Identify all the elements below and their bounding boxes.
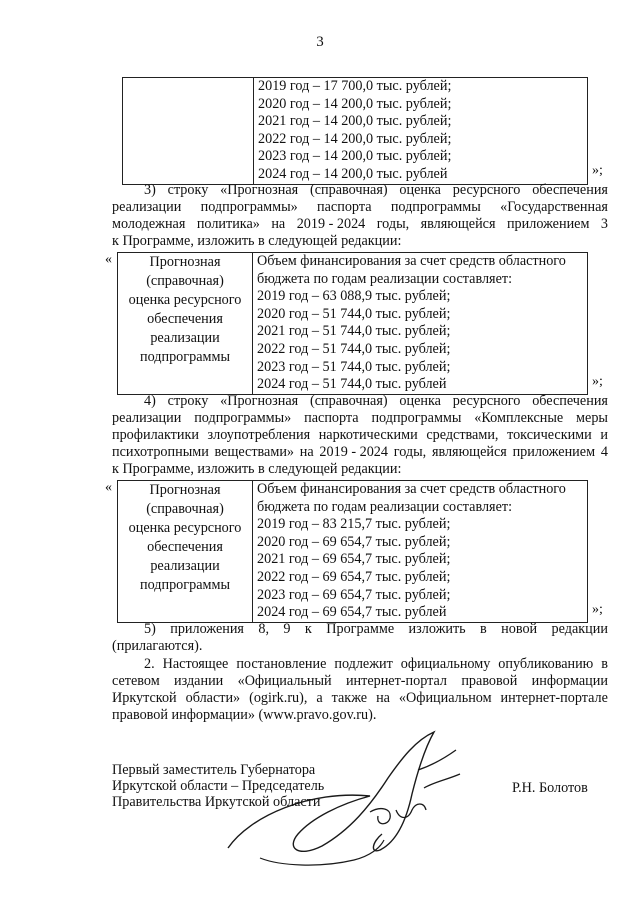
financing-table-continued (122, 77, 588, 185)
table-row: бюджета по годам реализации составляет: (257, 498, 513, 515)
paragraph-4-line: к Программе, изложить в следующей редакции: (112, 461, 402, 477)
paragraph-5-line: (прилагаются). (112, 638, 203, 654)
table-row: 2020 год – 14 200,0 тыс. рублей; (258, 95, 452, 112)
publication-paragraph-line: Иркутской области» (ogirk.ru), а также на «Официальном интернет-портале (112, 690, 608, 706)
financing-table-2 (117, 252, 588, 395)
table-row: 2024 год – 51 744,0 тыс. рублей (257, 376, 447, 393)
paragraph-3-line: реализации подпрограммы» паспорта подпрограммы «Государственная (112, 199, 608, 215)
handwritten-signature (220, 730, 480, 880)
table-row: 2021 год – 69 654,7 тыс. рублей; (257, 551, 451, 568)
table-row: 2023 год – 51 744,0 тыс. рублей; (257, 358, 451, 375)
paragraph-3-line: к Программе, изложить в следующей редакции: (112, 233, 402, 249)
table-label-cell: Прогнозная (справочная) оценка ресурсного обеспечения реализации подпрограммы (118, 481, 253, 623)
table-value-cell (253, 253, 588, 395)
table-row: бюджета по годам реализации составляет: (257, 270, 513, 287)
table-row: 2019 год – 83 215,7 тыс. рублей; (257, 516, 451, 533)
paragraph-3-line: 3) строку «Прогнозная (справочная) оценка ресурсного обеспечения (144, 182, 608, 198)
table-row: 2021 год – 51 744,0 тыс. рублей; (257, 323, 451, 340)
closing-quote: »; (592, 374, 603, 389)
signatory-name: Р.Н. Болотов (512, 780, 588, 796)
table-row: 2020 год – 51 744,0 тыс. рублей; (257, 305, 451, 322)
table-row: 2020 год – 69 654,7 тыс. рублей; (257, 533, 451, 550)
table-row: Объем финансирования за счет средств областного (257, 481, 566, 497)
table-label-cell (123, 78, 254, 185)
table-row: 2022 год – 14 200,0 тыс. рублей; (258, 130, 452, 147)
financing-table-3 (117, 480, 588, 623)
publication-paragraph-line: 2. Настоящее постановление подлежит официальному опубликованию в (144, 656, 608, 672)
table-row: 2023 год – 14 200,0 тыс. рублей; (258, 148, 452, 165)
table-label-cell: Прогнозная (справочная) оценка ресурсного обеспечения реализации подпрограммы (118, 253, 253, 395)
publication-paragraph-line: сетевом издании «Официальный интернет-портал правовой информации (112, 673, 608, 689)
paragraph-4-line: психотропными веществами» на 2019 - 2024 годы, являющейся приложением 4 (112, 444, 608, 460)
paragraph-4-line: реализации подпрограммы» паспорта подпрограммы «Комплексные меры (112, 410, 608, 426)
table-row: 2022 год – 51 744,0 тыс. рублей; (257, 340, 451, 357)
closing-quote: »; (592, 602, 603, 617)
opening-quote: « (105, 252, 112, 267)
table-row: Объем финансирования за счет средств областного (257, 253, 566, 269)
table-row: 2019 год – 63 088,9 тыс. рублей; (257, 288, 451, 305)
paragraph-5-line: 5) приложения 8, 9 к Программе изложить в новой редакции (144, 621, 608, 637)
table-value-cell (254, 78, 588, 185)
paragraph-4-line: 4) строку «Прогнозная (справочная) оценка ресурсного обеспечения (144, 393, 608, 409)
page-number: 3 (316, 34, 324, 50)
signatory-title: Первый заместитель Губернатора Иркутской области – Председатель Правительства Иркутской области (112, 762, 325, 810)
publication-paragraph-line: правовой информации» (www.pravo.gov.ru). (112, 707, 377, 723)
closing-quote: »; (592, 163, 603, 178)
table-row: 2024 год – 69 654,7 тыс. рублей (257, 604, 447, 621)
opening-quote: « (105, 480, 112, 495)
table-value-cell (253, 481, 588, 623)
table-row: 2024 год – 14 200,0 тыс. рублей (258, 165, 448, 182)
paragraph-3-line: молодежная политика» на 2019 - 2024 годы, являющейся приложением 3 (112, 216, 608, 232)
paragraph-4-line: профилактики злоупотребления наркотическими средствами, токсическими и (112, 427, 608, 443)
table-row: 2021 год – 14 200,0 тыс. рублей; (258, 113, 452, 130)
table-row: 2019 год – 17 700,0 тыс. рублей; (258, 78, 452, 94)
table-row: 2023 год – 69 654,7 тыс. рублей; (257, 586, 451, 603)
table-row: 2022 год – 69 654,7 тыс. рублей; (257, 568, 451, 585)
